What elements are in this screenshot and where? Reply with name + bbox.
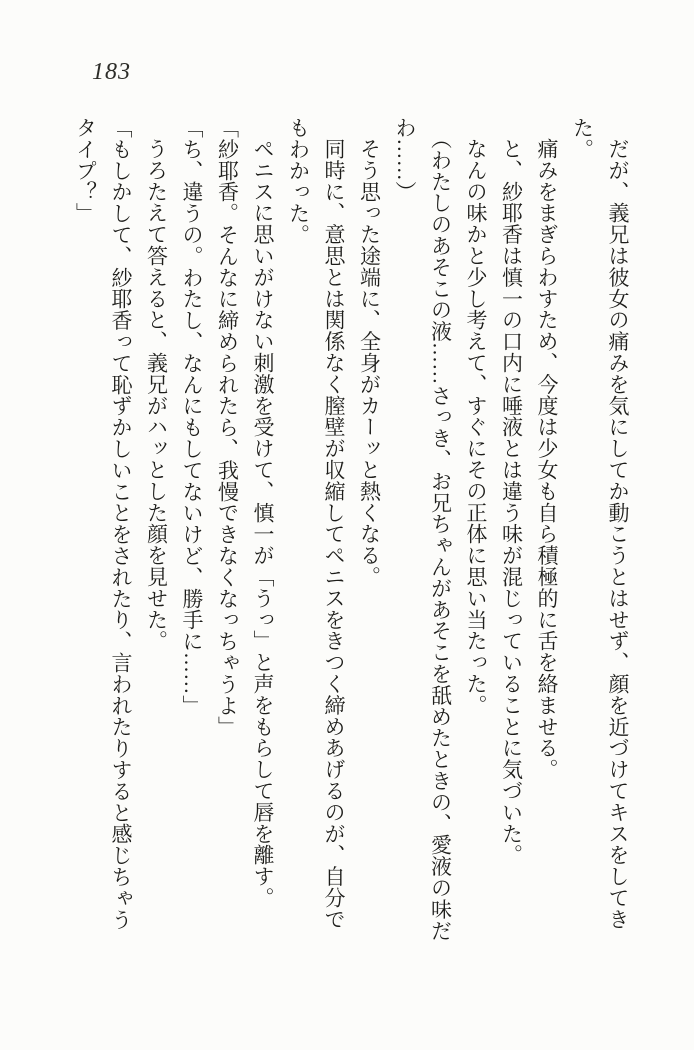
- text-line: だが、義兄は彼女の痛みを気にしてか動こうとはせず、顔を近づけてキスをしてき: [606, 138, 630, 930]
- page-text: [67, 117, 635, 969]
- text-line: （わたしのあそこの液……さっき、お兄ちゃんがあそこを舐めたときの、愛液の味だ: [428, 127, 453, 941]
- text-line: 「紗耶香。そんなに締められたら、我慢できなくなっちゃうよ」: [215, 117, 240, 738]
- text-line: わ……）: [393, 117, 417, 203]
- text-line: タイプ？」: [73, 117, 98, 224]
- text-line: 「ち、違うの。わたし、なんにもしてないけど、勝手に……」: [180, 117, 204, 717]
- text-line: と、紗耶香は慎一の口内に唾液とは違う味が混じっていることに気づいた。: [499, 138, 524, 866]
- text-line: もわかった。: [286, 117, 311, 246]
- text-line: 痛みをまぎらわすため、今度は少女も自ら積極的に舌を絡ませる。: [535, 138, 559, 780]
- text-line: なんの味かと少し考えて、すぐにその正体に思い当たった。: [464, 138, 488, 716]
- text-line: そう思った途端に、全身がカーッと熱くなる。: [357, 138, 382, 588]
- text-line: 「もしかして、紗耶香って恥ずかしいことをされたり、言われたりすると感じちゃう: [109, 117, 133, 931]
- text-line: た。: [570, 117, 595, 160]
- text-line: うろたえて答えると、義兄がハッとした顔を見せた。: [144, 138, 169, 652]
- text-line: 同時に、意思とは関係なく膣壁が収縮してペニスをきつく締めあげるのが、自分で: [322, 138, 346, 930]
- text-line: ペニスに思いがけない刺激を受けて、慎一が「うっ」と声をもらして唇を離す。: [251, 138, 275, 909]
- page-number: 183: [92, 59, 131, 85]
